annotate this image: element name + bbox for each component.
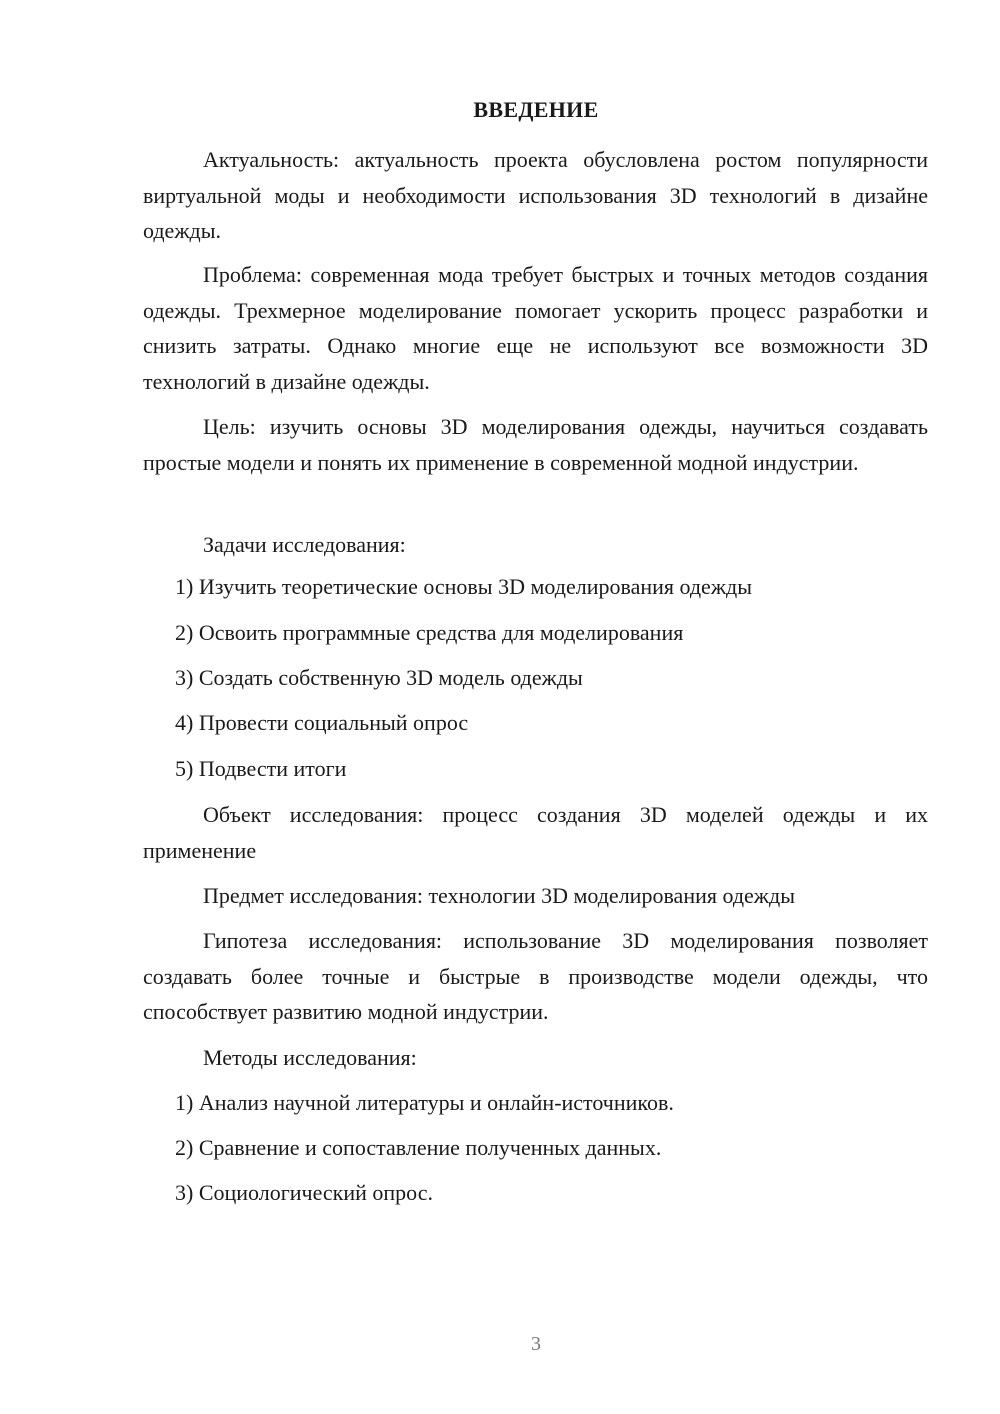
- hypothesis-paragraph: Гипотеза исследования: использование 3D моделирования позволяет создавать более точные и быстрые в производстве модели одежды, что способствует развитию модной индустрии.: [143, 928, 928, 1024]
- task-item-5: 5) Подвести итоги: [175, 756, 347, 781]
- relevance-paragraph: Актуальность: актуальность проекта обусловлена ростом популярности виртуальной моды и необходимости использования 3D технологий в дизайне одежды.: [143, 147, 928, 243]
- goal-paragraph: Цель: изучить основы 3D моделирования одежды, научиться создавать простые модели и понять их применение в современной модной индустрии.: [143, 414, 928, 475]
- method-item-1: 1) Анализ научной литературы и онлайн-источников.: [175, 1090, 674, 1115]
- task-item-4: 4) Провести социальный опрос: [175, 710, 469, 735]
- tasks-heading: Задачи исследования:: [203, 532, 406, 557]
- page-number: 3: [531, 1333, 541, 1355]
- methods-heading: Методы исследования:: [203, 1045, 417, 1070]
- method-item-2: 2) Сравнение и сопоставление полученных данных.: [175, 1135, 662, 1160]
- section-heading: ВВЕДЕНИЕ: [473, 97, 599, 122]
- problem-paragraph: Проблема: современная мода требует быстрых и точных методов создания одежды. Трехмерное моделирование помогает ускорить процесс разработки и снизить затраты. Однако многие еще не используют все возможности 3D технологий в дизайне одежды.: [143, 262, 928, 394]
- task-item-2: 2) Освоить программные средства для моделирования: [175, 620, 684, 645]
- task-item-1: 1) Изучить теоретические основы 3D моделирования одежды: [175, 574, 752, 599]
- task-item-3: 3) Создать собственную 3D модель одежды: [175, 665, 583, 690]
- object-paragraph: Объект исследования: процесс создания 3D моделей одежды и их применение: [143, 802, 928, 863]
- subject-paragraph: Предмет исследования: технологии 3D моделирования одежды: [203, 883, 795, 908]
- method-item-3: 3) Социологический опрос.: [175, 1180, 433, 1205]
